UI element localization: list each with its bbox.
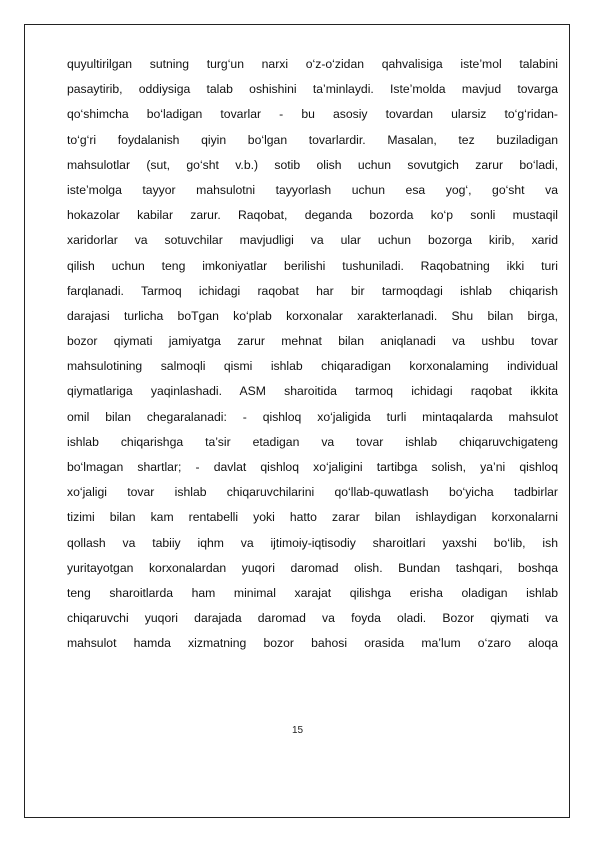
text-line: quyultirilgan sutning turg‘un narxi o‘z-o‘zidan qahvalisiga iste’mol talabini: [67, 57, 558, 71]
text-line: mahsulot hamda xizmatning bozor bahosi orasida ma’lum o‘zaro aloqa: [67, 636, 558, 651]
text-line: pasaytirib, oddiysiga talab oshishini ta’minlaydi. Iste’molda mavjud tovarga: [67, 82, 558, 97]
text-line: qo‘shimcha bo‘ladigan tovarlar - bu asosiy tovardan ularsiz to‘g‘ridan-: [67, 107, 558, 122]
text-line: qollash va tabiiy iqhm va ijtimoiy-iqtisodiy sharoitlari yaxshi bo‘lib, ish: [67, 535, 558, 550]
text-line: yuritayotgan korxonalardan yuqori daromad olish. Bundan tashqari, boshqa: [67, 560, 558, 575]
text-line: mahsulotlar (sut, go‘sht v.b.) sotib olish uchun sovutgich zarur bo‘ladi,: [67, 157, 558, 172]
text-line: tizimi bilan kam rentabelli yoki hatto zarar bilan ishlaydigan korxonalarni: [67, 510, 558, 525]
page-number: 15: [291, 725, 304, 736]
body-text: [67, 52, 558, 657]
text-line: omil bilan chegaralanadi: - qishloq xo‘jaligida turli mintaqalarda mahsulot: [67, 409, 558, 424]
text-line: xaridorlar va sotuvchilar mavjudligi va ular uchun bozorga kirib, xarid: [67, 233, 558, 248]
text-line: qiymatlariga yaqinlashadi. ASM sharoitida tarmoq ichidagi raqobat ikkita: [67, 384, 558, 399]
text-line: bo‘lmagan shartlar; - davlat qishloq xo‘jaligini tartibga solish, ya’ni qishloq: [67, 460, 558, 474]
text-line: ishlab chiqarishga ta’sir etadigan va tovar ishlab chiqaruvchigateng: [67, 434, 558, 449]
text-line: teng sharoitlarda ham minimal xarajat qilishga erisha oladigan ishlab: [67, 585, 558, 600]
text-line: farqlanadi. Tarmoq ichidagi raqobat har bir tarmoqdagi ishlab chiqarish: [67, 283, 558, 298]
text-line: mahsulotining salmoqli qismi ishlab chiqaradigan korxonalaming individual: [67, 359, 558, 374]
text-line: qilish uchun teng imkoniyatlar berilishi tushuniladi. Raqobatning ikki turi: [67, 258, 558, 273]
text-line: iste’molga tayyor mahsulotni tayyorlash uchun esa yog‘, go‘sht va: [67, 182, 558, 197]
text-line: to‘g‘ri foydalanish qiyin bo‘lgan tovarlardir. Masalan, tez buziladigan: [67, 132, 558, 147]
text-line: bozor qiymati jamiyatga zarur mehnat bilan aniqlanadi va ushbu tovar: [67, 334, 558, 349]
text-line: darajasi turlicha boTgan ko‘plab korxonalar xarakterlanadi. Shu bilan birga,: [67, 308, 558, 323]
text-line: chiqaruvchi yuqori darajada daromad va foyda oladi. Bozor qiymati va: [67, 611, 558, 626]
text-line: xo‘jaligi tovar ishlab chiqaruvchilarini qo‘llab-quwatlash bo‘yicha tadbirlar: [67, 485, 558, 500]
text-line: hokazolar kabilar zarur. Raqobat, deganda bozorda ko‘p sonli mustaqil: [67, 208, 558, 223]
